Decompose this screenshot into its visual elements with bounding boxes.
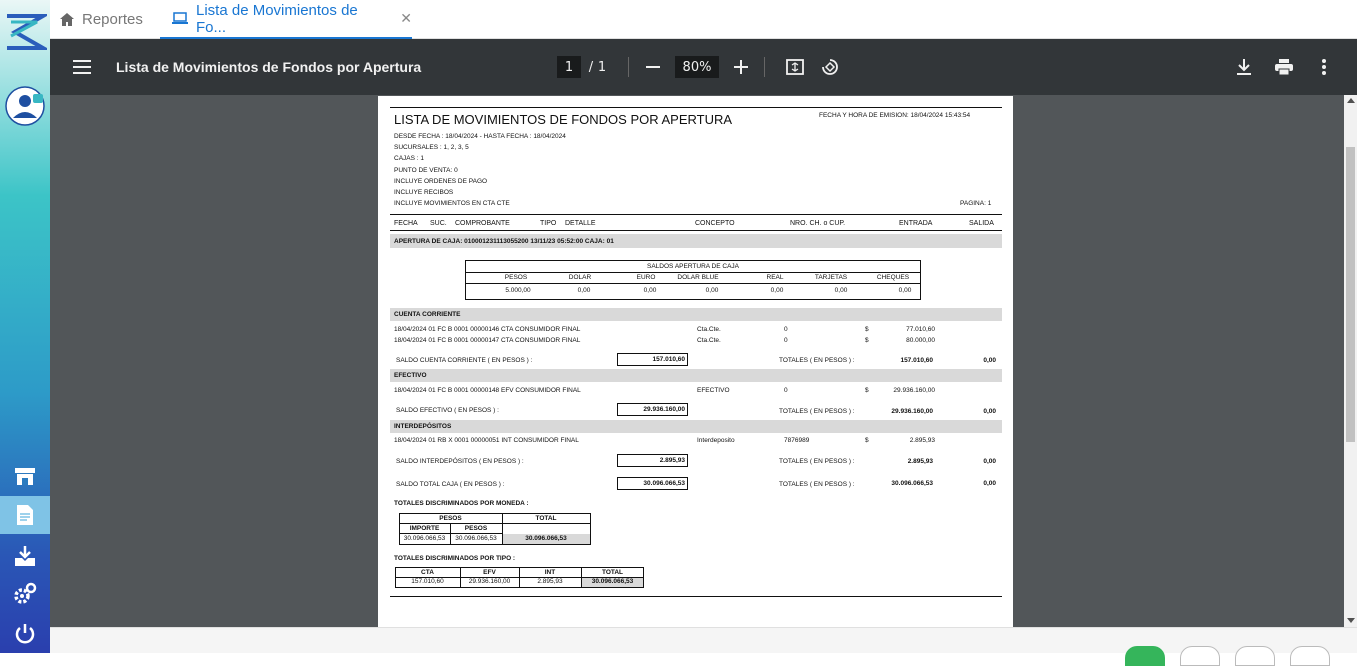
- saldos-value: 0,00: [705, 287, 719, 294]
- movement-row: 18/04/2024 01 FC B 0001 00000148 EFV CONSUMIDOR FINAL: [394, 387, 581, 394]
- saldo-label: SALDO EFECTIVO ( EN PESOS ) :: [396, 407, 499, 414]
- page-total: 1: [597, 59, 607, 75]
- saldos-value: 0,00: [577, 287, 591, 294]
- saldos-value: 0,00: [834, 287, 848, 294]
- movement-nro: 0: [784, 326, 788, 333]
- column-header: FECHA: [394, 220, 418, 227]
- section-title: INTERDEPÓSITOS: [394, 423, 452, 430]
- total-caja-value: 30.096.066,53: [617, 477, 688, 490]
- toolbar-divider: [764, 57, 766, 77]
- footer-button[interactable]: [1235, 646, 1275, 666]
- import-icon[interactable]: [0, 538, 50, 574]
- tipo-value: 157.010,60: [411, 578, 444, 585]
- tipo-header: EFV: [483, 569, 496, 576]
- page-number-input[interactable]: 1: [557, 56, 581, 78]
- saldos-value: 0,00: [898, 287, 912, 294]
- pdf-viewer: [50, 39, 1357, 627]
- movement-entrada: 29.936.160,00: [893, 387, 935, 394]
- filter-line: INCLUYE RECIBOS: [394, 189, 454, 196]
- reports-icon[interactable]: [0, 496, 50, 534]
- pdf-toolbar: [50, 39, 1357, 95]
- moneda-total-header: TOTAL: [535, 515, 557, 522]
- user-avatar[interactable]: [0, 84, 50, 128]
- filter-line: INCLUYE MOVIMIENTOS EN CTA CTE: [394, 200, 510, 207]
- column-header: SALIDA: [969, 220, 994, 227]
- zoom-level[interactable]: 80%: [675, 56, 719, 78]
- movement-currency: $: [865, 437, 869, 444]
- movement-nro: 7876989: [784, 437, 810, 444]
- page-separator: /: [588, 59, 594, 75]
- column-header: DETALLE: [565, 220, 596, 227]
- saldos-header: EURO: [636, 274, 656, 281]
- scroll-up-icon[interactable]: [1347, 98, 1355, 103]
- movement-row: 18/04/2024 01 FC B 0001 00000146 CTA CONSUMIDOR FINAL: [394, 326, 581, 333]
- saldos-header: CHEQUES: [876, 274, 910, 281]
- moneda-total: 30.096.066,53: [525, 535, 567, 542]
- tab-bar: [50, 0, 1357, 39]
- movement-entrada: 2.895,93: [909, 437, 935, 444]
- tab-reportes[interactable]: [60, 0, 143, 39]
- app-logo: [0, 8, 50, 56]
- saldo-value: 2.895,93: [617, 454, 688, 467]
- pdf-title: Lista de Movimientos de Fondos por Apertura: [116, 59, 422, 75]
- movement-entrada: 77.010,60: [906, 326, 935, 333]
- movement-row: 18/04/2024 01 FC B 0001 00000147 CTA CONSUMIDOR FINAL: [394, 337, 581, 344]
- close-icon[interactable]: ✕: [400, 10, 412, 26]
- filter-line: DESDE FECHA : 18/04/2024 - HASTA FECHA : 18/04/2024: [394, 133, 566, 140]
- saldos-header: DOLAR: [568, 274, 592, 281]
- menu-icon[interactable]: [70, 56, 94, 78]
- column-header: SUC.: [430, 220, 447, 227]
- scroll-down-icon[interactable]: [1347, 618, 1355, 623]
- tipo-value: 29.936.160,00: [468, 578, 511, 585]
- movement-currency: $: [865, 387, 869, 394]
- app-sidebar: [0, 0, 50, 653]
- settings-icon[interactable]: [0, 576, 50, 612]
- tab-label: Lista de Movimientos de Fo...: [196, 1, 358, 36]
- totales-label: TOTALES ( EN PESOS ) :: [779, 458, 855, 465]
- scrollbar-thumb[interactable]: [1346, 147, 1355, 442]
- saldo-value: 29.936.160,00: [617, 403, 688, 416]
- laptop-icon: [172, 12, 188, 25]
- power-icon[interactable]: [0, 616, 50, 652]
- totales-label: TOTALES ( EN PESOS ) :: [779, 481, 855, 488]
- movement-row: 18/04/2024 01 RB X 0001 00000051 INT CONSUMIDOR FINAL: [394, 437, 579, 444]
- page-label: PAGINA: 1: [960, 200, 992, 207]
- footer-bar: [50, 627, 1357, 653]
- print-icon[interactable]: [1272, 56, 1296, 78]
- footer-button[interactable]: [1180, 646, 1220, 666]
- totales-label: TOTALES ( EN PESOS ) :: [779, 408, 855, 415]
- movement-concepto: EFECTIVO: [697, 387, 730, 394]
- total-caja-label: SALDO TOTAL CAJA ( EN PESOS ) :: [396, 481, 505, 488]
- column-header: COMPROBANTE: [455, 220, 510, 227]
- download-icon[interactable]: [1232, 56, 1256, 78]
- tipo-value: 2.895,93: [537, 578, 563, 585]
- movement-concepto: Cta.Cte.: [697, 337, 721, 344]
- column-header: CONCEPTO: [695, 220, 735, 227]
- scrollbar[interactable]: [1344, 95, 1357, 627]
- filter-line: INCLUYE ORDENES DE PAGO: [394, 178, 488, 185]
- saldos-header: REAL: [766, 274, 784, 281]
- column-header: ENTRADA: [899, 220, 933, 227]
- saldos-header: DOLAR BLUE: [677, 274, 719, 281]
- movement-entrada: 80.000,00: [906, 337, 935, 344]
- saldos-value: 5.000,00: [505, 287, 531, 294]
- movement-currency: $: [865, 326, 869, 333]
- moneda-sub: PESOS: [464, 525, 488, 532]
- totales-label: TOTALES ( EN PESOS ) :: [779, 357, 855, 364]
- totales-salida: 0,00: [983, 480, 996, 487]
- toolbar-divider: [628, 57, 630, 77]
- rotate-icon[interactable]: [818, 56, 842, 78]
- tipo-header: CTA: [421, 569, 434, 576]
- totales-moneda-title: TOTALES DISCRIMINADOS POR MONEDA :: [394, 500, 529, 507]
- tab-lista-movimientos[interactable]: [160, 0, 412, 39]
- tipo-header: TOTAL: [601, 569, 624, 576]
- moneda-sub: IMPORTE: [409, 525, 440, 532]
- totales-salida: 0,00: [983, 408, 996, 415]
- movement-currency: $: [865, 337, 869, 344]
- saldo-label: SALDO INTERDEPÓSITOS ( EN PESOS ) :: [396, 458, 524, 465]
- tipo-header: INT: [544, 569, 556, 576]
- store-icon[interactable]: [0, 458, 50, 494]
- saldos-title: SALDOS APERTURA DE CAJA: [647, 263, 739, 270]
- totales-salida: 0,00: [983, 357, 996, 364]
- fit-page-icon[interactable]: [783, 56, 807, 78]
- home-icon: [60, 13, 74, 26]
- section-title: EFECTIVO: [394, 372, 427, 379]
- totales-entrada: 157.010,60: [900, 357, 933, 364]
- tipo-value: 30.096.066,53: [591, 578, 634, 585]
- apertura-row: APERTURA DE CAJA: 010001231113055200 13/11/23 05:52:00 CAJA: 01: [394, 238, 614, 245]
- tab-label: Reportes: [82, 11, 143, 28]
- saldo-value: 157.010,60: [617, 353, 688, 366]
- totales-tipo-title: TOTALES DISCRIMINADOS POR TIPO :: [394, 555, 516, 562]
- movement-concepto: Cta.Cte.: [697, 326, 721, 333]
- whatsapp-button[interactable]: [1125, 646, 1165, 666]
- column-header: TIPO: [540, 220, 557, 227]
- moneda-value: 30.096.066,53: [455, 535, 497, 542]
- movement-concepto: Interdeposito: [697, 437, 735, 444]
- moneda-value: 30.096.066,53: [403, 535, 446, 542]
- movement-nro: 0: [784, 387, 788, 394]
- report-title: LISTA DE MOVIMIENTOS DE FONDOS POR APERTURA: [394, 112, 733, 127]
- saldo-label: SALDO CUENTA CORRIENTE ( EN PESOS ) :: [396, 357, 533, 364]
- movement-nro: 0: [784, 337, 788, 344]
- footer-button[interactable]: [1290, 646, 1330, 666]
- section-title: CUENTA CORRIENTE: [394, 311, 461, 318]
- moneda-group: PESOS: [439, 515, 462, 522]
- saldos-header: TARJETAS: [814, 274, 848, 281]
- totales-entrada: 30.096.066,53: [891, 480, 933, 487]
- totales-salida: 0,00: [983, 458, 996, 465]
- emission-date: FECHA Y HORA DE EMISION: 18/04/2024 15:43:54: [819, 112, 971, 119]
- filter-line: PUNTO DE VENTA: 0: [394, 167, 458, 174]
- saldos-header: PESOS: [504, 274, 528, 281]
- filter-line: CAJAS : 1: [394, 155, 424, 162]
- zoom-out-icon[interactable]: [641, 56, 665, 78]
- saldos-value: 0,00: [643, 287, 657, 294]
- filter-line: SUCURSALES : 1, 2, 3, 5: [394, 144, 469, 151]
- more-vert-icon[interactable]: [1312, 56, 1336, 78]
- totales-entrada: 2.895,93: [907, 458, 933, 465]
- pdf-page: [378, 96, 1013, 627]
- column-header: NRO. CH. o CUP.: [790, 220, 846, 227]
- zoom-in-icon[interactable]: [729, 56, 753, 78]
- saldos-value: 0,00: [770, 287, 784, 294]
- totales-entrada: 29.936.160,00: [891, 408, 933, 415]
